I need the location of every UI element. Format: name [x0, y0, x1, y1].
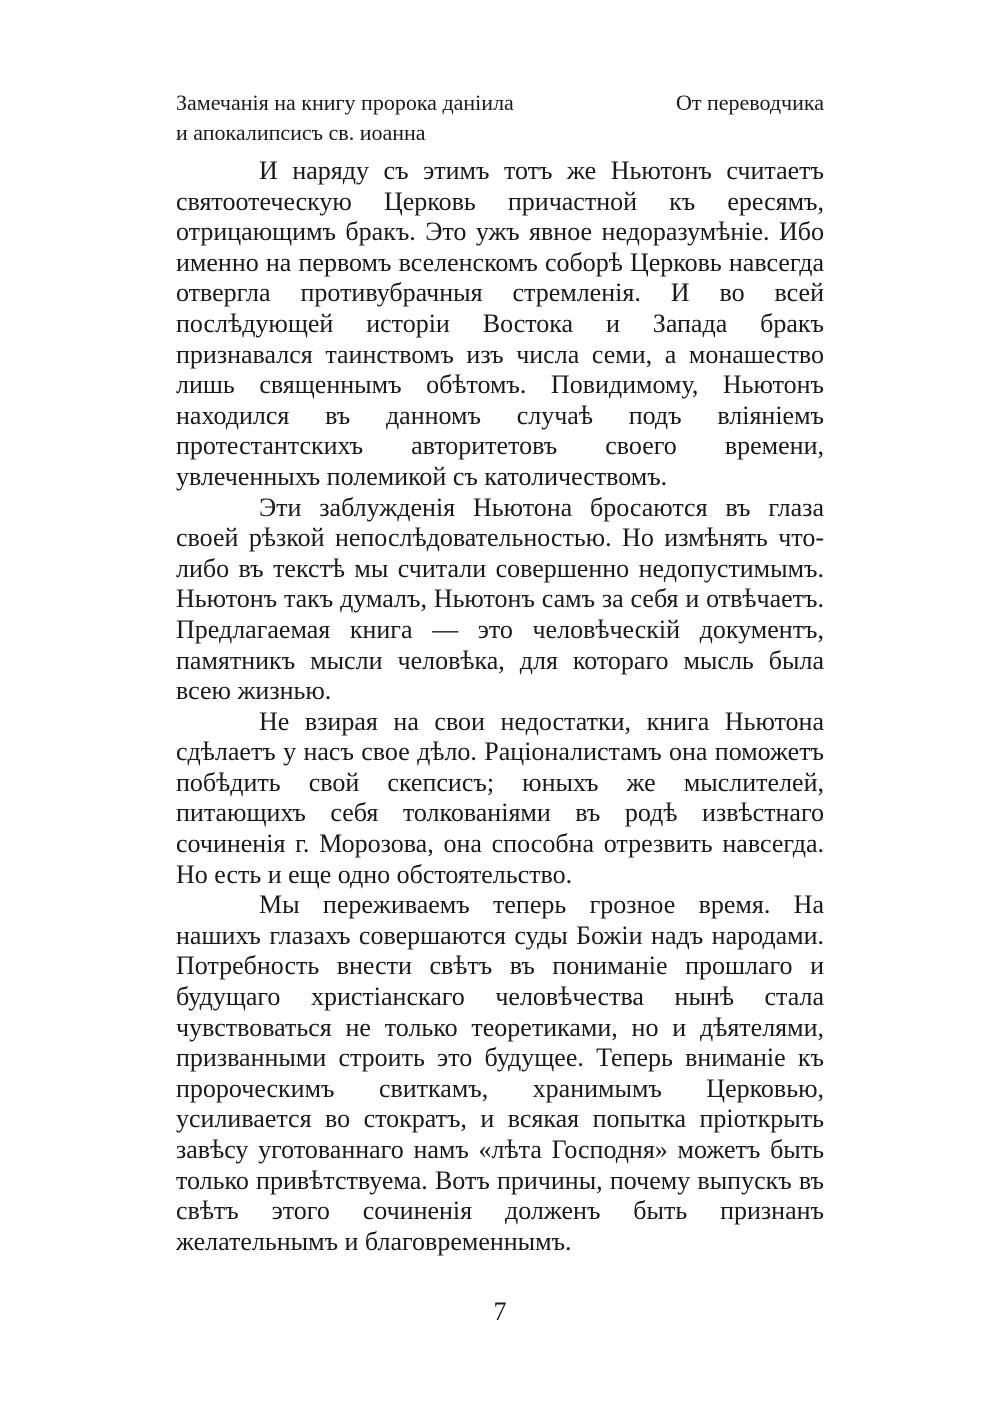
paragraph-4: Мы переживаемъ теперь грозное время. На нашихъ глазахъ совершаются суды Божіи надъ народами. Потребность внести свѣтъ въ пониманіе прошлаго и будущаго христіанскаго человѣчества нынѣ стала чувствоваться не только теоретиками, но и дѣятелями, призванными строить это будущее. Теперь вниманіе къ пророческимъ свиткамъ, хранимымъ Церковью, усиливается во стократъ, и всякая попытка пріоткрыть завѣсу уготованнаго намъ «лѣта Господня» можетъ быть только привѣтствуема. Вотъ причины, почему выпускъ въ свѣтъ этого сочиненія долженъ быть признанъ желательнымъ и благовременнымъ. [176, 890, 824, 1256]
header-title-line-1: Замечанія на книгу пророка даніила [176, 90, 514, 115]
body-text [176, 156, 824, 1257]
paragraph-1: И наряду съ этимъ тотъ же Ньютонъ считаетъ святоотеческую Церковь причастной къ ересямъ, отрицающимъ бракъ. Это ужъ явное недоразумѣніе. Ибо именно на первомъ вселенскомъ соборѣ Церковь навсегда отвергла противубрачныя стремленія. И во всей послѣдующей исторіи Востока и Запада бракъ признавался таинствомъ изъ числа семи, а монашество лишь священнымъ обѣтомъ. Повидимому, Ньютонъ находился въ данномъ случаѣ подъ вліяніемъ протестантскихъ авторитетовъ своего времени, увлеченныхъ полемикой съ католичествомъ. [176, 156, 824, 491]
paragraph-3: Не взирая на свои недостатки, книга Ньютона сдѣлаетъ у насъ свое дѣло. Раціоналистамъ она поможетъ побѣдить свой скепсисъ; юныхъ же мыслителей, питающихъ себя толкованіями въ родѣ извѣстнаго сочиненія г. Морозова, она способна отрезвить навсегда. Но есть и еще одно обстоятельство. [176, 706, 824, 889]
header-section-title: От переводчика [675, 90, 824, 115]
header-title-line-2: и апокалипсисъ св. иоанна [176, 120, 426, 145]
paragraph-2: Эти заблужденія Ньютона бросаются въ глаза своей рѣзкой непослѣдовательностью. Но измѣнять что-либо въ текстѣ мы считали совершенно недопустимымъ. Ньютонъ такъ думалъ, Ньютонъ самъ за себя и отвѣчаетъ. Предлагаемая книга — это человѣческій документъ, памятникъ мысли человѣка, для котораго мысль была всею жизнью. [176, 492, 824, 706]
header-book-title [176, 88, 636, 148]
page-number: 7 [493, 1297, 507, 1326]
